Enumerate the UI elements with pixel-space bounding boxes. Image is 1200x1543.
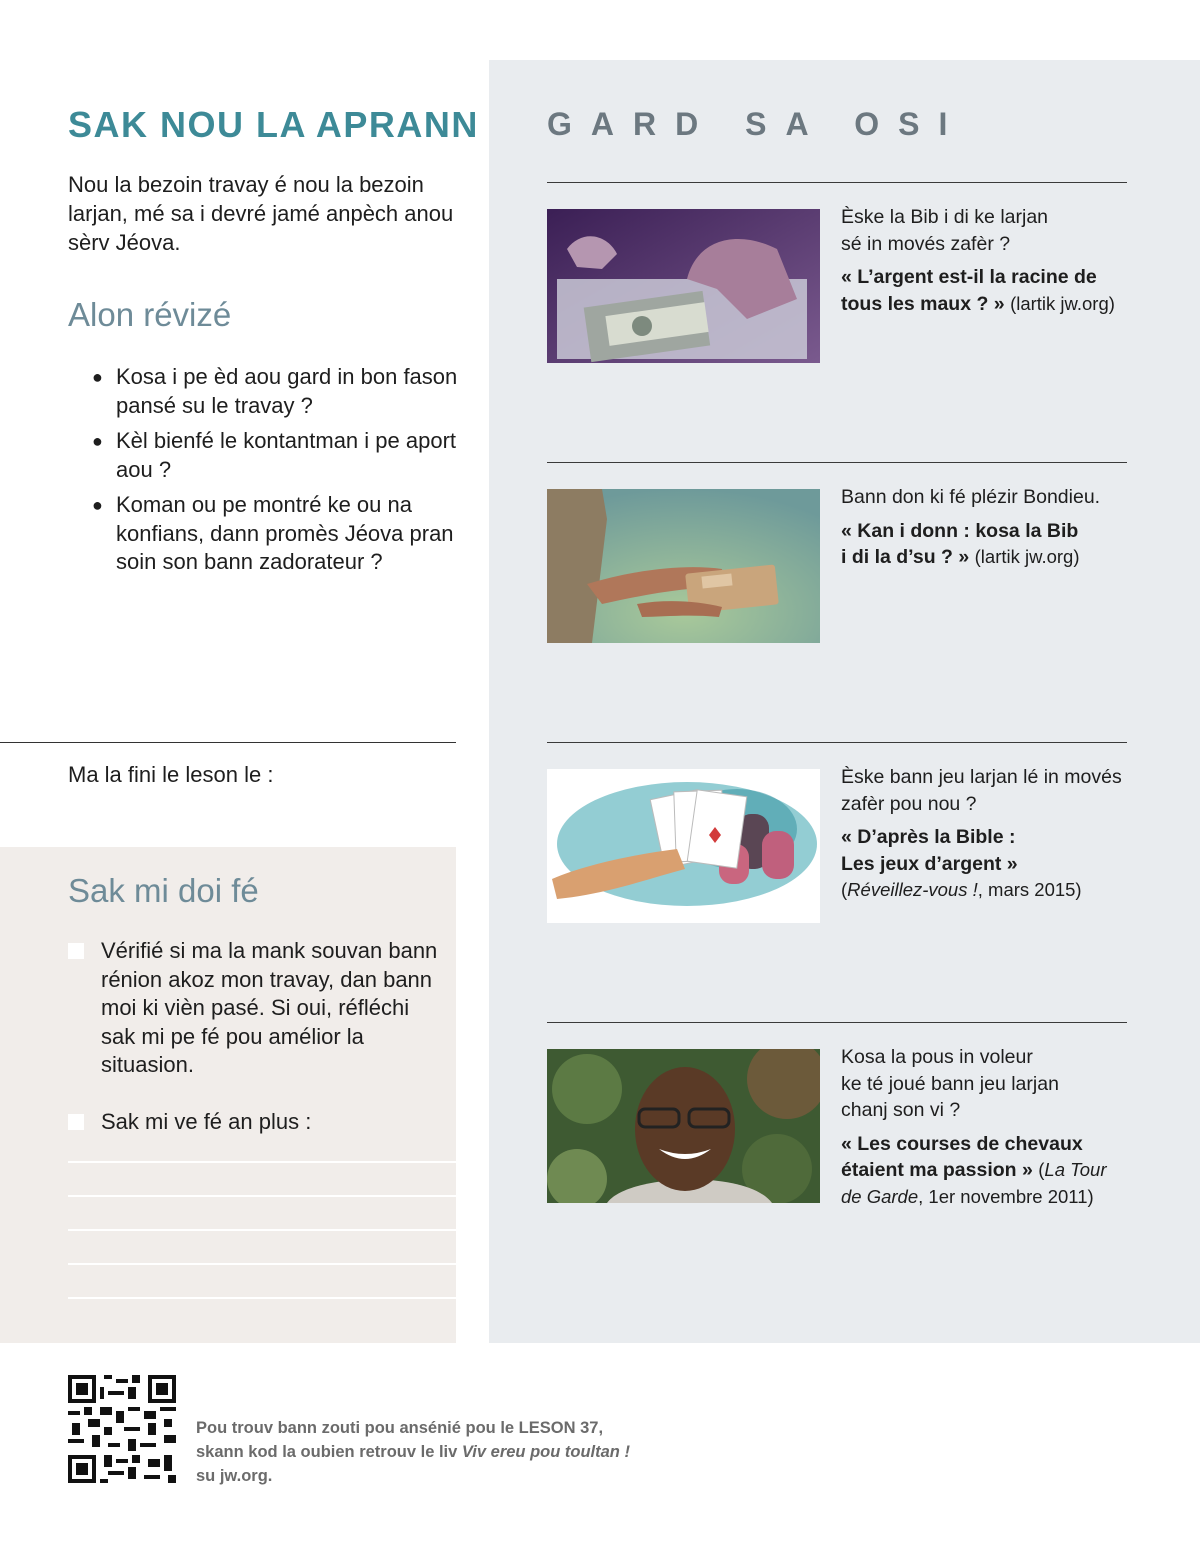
item-reference[interactable]: « Kan i donn : kosa la Bib i di la d’su ? » (lartik jw.org) (841, 519, 1080, 568)
todo-item-text: Sak mi ve fé an plus : (101, 1109, 312, 1134)
review-questions-list (92, 363, 462, 584)
todo-item (68, 1108, 448, 1137)
giving-gift-image (547, 489, 820, 643)
hands-grabbing-money-image (547, 209, 820, 363)
writing-line[interactable] (68, 1229, 456, 1231)
item-reference[interactable]: « Les courses de chevaux étaient ma passion » (La Tour de Garde, 1er novembre 2011) (841, 1132, 1107, 1207)
item-reference[interactable]: « L’argent est-il la racine de tous les maux ? » (lartik jw.org) (841, 266, 1115, 315)
checkbox[interactable] (68, 1114, 84, 1130)
smiling-man-portrait-image (547, 1049, 820, 1203)
qr-code-icon[interactable] (68, 1375, 176, 1483)
bullet-icon: ● (92, 431, 103, 451)
see-also-item (841, 204, 1131, 317)
item-question: Kosa la pous in voleur ke té joué bann jeu larjan chanj son vi ? (841, 1046, 1059, 1121)
divider (547, 182, 1127, 183)
section-heading-learned: SAK NOU LA APRANN (68, 104, 479, 145)
see-also-item (841, 1044, 1131, 1210)
todo-heading: Sak mi doi fé (68, 872, 259, 909)
item-question: Bann don ki fé plézir Bondieu. (841, 486, 1101, 508)
item-question: Èske la Bib i di ke larjan sé in movés zafèr ? (841, 206, 1049, 255)
review-question: ● Kèl bienfé le kontantman i pe aport aou ? (92, 428, 457, 482)
todo-item-text: Vérifié si ma la mank souvan bann rénion akoz mon travay, dan bann moi ki vièn pasé. Si oui, réfléchi sak mi pe fé pou amélior la situasion. (101, 938, 438, 1077)
playing-cards-chips-image (547, 769, 820, 923)
writing-line[interactable] (68, 1195, 456, 1197)
see-also-item (841, 764, 1131, 904)
review-question: ● Kosa i pe èd aou gard in bon fason pansé su le travay ? (92, 364, 458, 418)
item-reference[interactable]: « D’après la Bible : Les jeux d’argent » (Réveillez-vous !, mars 2015) (841, 826, 1082, 900)
bullet-icon: ● (92, 495, 103, 515)
divider (547, 742, 1127, 743)
item-question: Èske bann jeu larjan lé in movés zafèr pou nou ? (841, 766, 1122, 815)
bullet-icon: ● (92, 367, 103, 387)
todo-panel (0, 847, 456, 1343)
lesson-finished-label: Ma la fini le leson le : (68, 762, 274, 787)
writing-line[interactable] (68, 1263, 456, 1265)
writing-line[interactable] (68, 1161, 456, 1163)
todo-item (68, 937, 448, 1080)
see-also-heading: GARD SA OSI (547, 106, 967, 142)
review-question: ● Koman ou pe montré ke ou na konfians, dann promès Jéova pran soin son bann zadorateur ? (92, 492, 454, 574)
footer-note: Pou trouv bann zouti pou ansénié pou le LESON 37, skann kod la oubien retrouv le liv Viv ereu pou toultan ! su jw.org. (196, 1419, 630, 1485)
review-heading: Alon révizé (68, 296, 232, 333)
divider (547, 462, 1127, 463)
divider (547, 1022, 1127, 1023)
checkbox[interactable] (68, 943, 84, 959)
lesson-summary: Nou la bezoin travay é nou la bezoin larjan, mé sa i devré jamé anpèch anou sèrv Jéova. (68, 172, 454, 255)
writing-line[interactable] (68, 1297, 456, 1299)
divider (0, 742, 456, 743)
see-also-item (841, 484, 1131, 571)
